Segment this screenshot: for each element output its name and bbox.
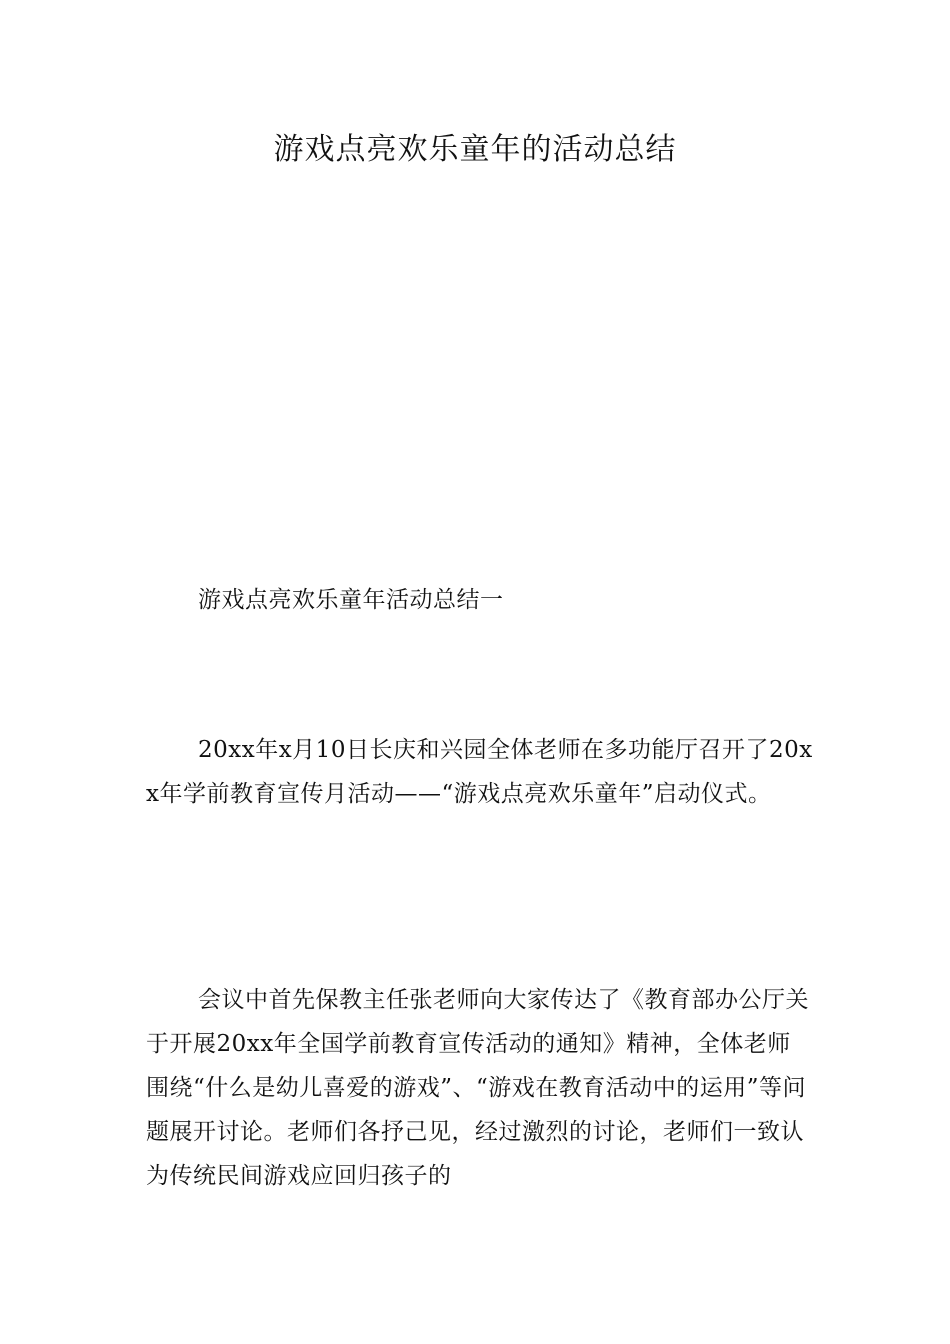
section-heading: 游戏点亮欢乐童年活动总结一 [198,587,504,613]
document-title: 游戏点亮欢乐童年的活动总结 [273,132,677,167]
paragraph-1: 20xx年x月10日长庆和兴园全体老师在多功能厅召开了20xx年学前教育宣传月活动——“游戏点亮欢乐童年”启动仪式。 [146,737,813,807]
paragraph-2: 会议中首先保教主任张老师向大家传达了《教育部办公厅关于开展20xx年全国学前教育宣传活动的通知》精神，全体老师围绕“什么是幼儿喜爱的游戏”、“游戏在教育活动中的运用”等问题展开讨论。老师们各抒己见，经过激烈的讨论，老师们一致认为传统民间游戏应回归孩子的 [146,987,809,1189]
